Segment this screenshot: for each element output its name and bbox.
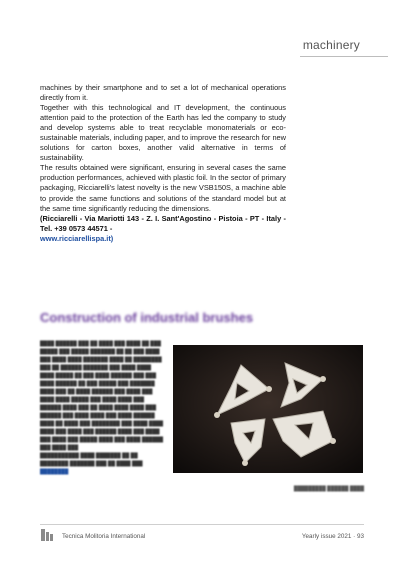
footer-rule bbox=[40, 524, 364, 525]
address-text: (Ricciarelli - Via Mariotti 143 - Z. I. Sant'Agostino - Pistoia - PT - Italy - Tel. +39 0573 44571 - bbox=[40, 213, 286, 233]
section-label: machinery bbox=[302, 38, 360, 52]
publication-logo-icon bbox=[40, 528, 54, 542]
paragraph-continued: machines by their smartphone and to set a lot of mechanical operations directly from it. bbox=[40, 83, 286, 103]
next-article-title: Construction of industrial brushes bbox=[40, 310, 254, 325]
paragraph-sustainability: Together with this technological and IT development, the continuous attention paid to the protection of the Earth has led the company to study and develop systems able to treat recyclable monomaterials or eco-sustainable materials, including paper, and to improve the research for new solutions for carton boxes, another valid alternative in terms of sustainability. bbox=[40, 103, 286, 163]
photo-caption: █████████ ██████ ████ bbox=[293, 486, 364, 492]
company-address bbox=[40, 214, 286, 244]
article-body bbox=[40, 83, 286, 244]
footer-issue-page: Yearly issue 2021 · 93 bbox=[301, 533, 364, 540]
product-photo bbox=[173, 345, 363, 473]
brush-parts-image bbox=[173, 345, 363, 473]
website-link[interactable]: www.ricciarellispa.it) bbox=[40, 233, 114, 243]
footer-publication: Tecnica Molitoria International bbox=[62, 533, 146, 540]
paragraph-results: The results obtained were significant, ensuring in several cases the same production performances, achieved with plastic foil. In the sector of primary packaging, Ricciarelli's latest novelty is the new VSB150S, a machine able to provide the same functions and solutions of the standard model but at the same time significantly reducing the dimensions. bbox=[40, 163, 286, 213]
blurred-article-text: ████ ██████ ███ ██ ████ ███ ████ ██ ███ █████ ███ █████ ███████ ██ ██ ███ ████ ███ ████ ████ ███████ ████ ██ ████████ ███ ██ ██████ ███████ ███ ████ ████ ████ █████ ██ ███ ████ ██████ ███ ███ ████ ██████ ██ ███ █████ ███ ███████ ████ ███ ██ ████ ██████ ███ ████ ███ ████ ████ █████ ███ ████ ████ ███ ██████ ████ ███ ██ ████ ████ ████ ███ ██████ ███ ████ ████ ███ ████ ██████ ████ ██ ████ ███ ████████ ███ ████ ████ ████ ███ ████ ███ ██████ ████ ███ ████ ███ ████ ███ █████ ████ ███ ████ ██████ ███ ████ ███ ███████████ ████ ███████ ██ ██ ████████ ███████ ███ ██ ████ ███ ████████ bbox=[40, 341, 164, 475]
section-rule bbox=[300, 56, 388, 57]
